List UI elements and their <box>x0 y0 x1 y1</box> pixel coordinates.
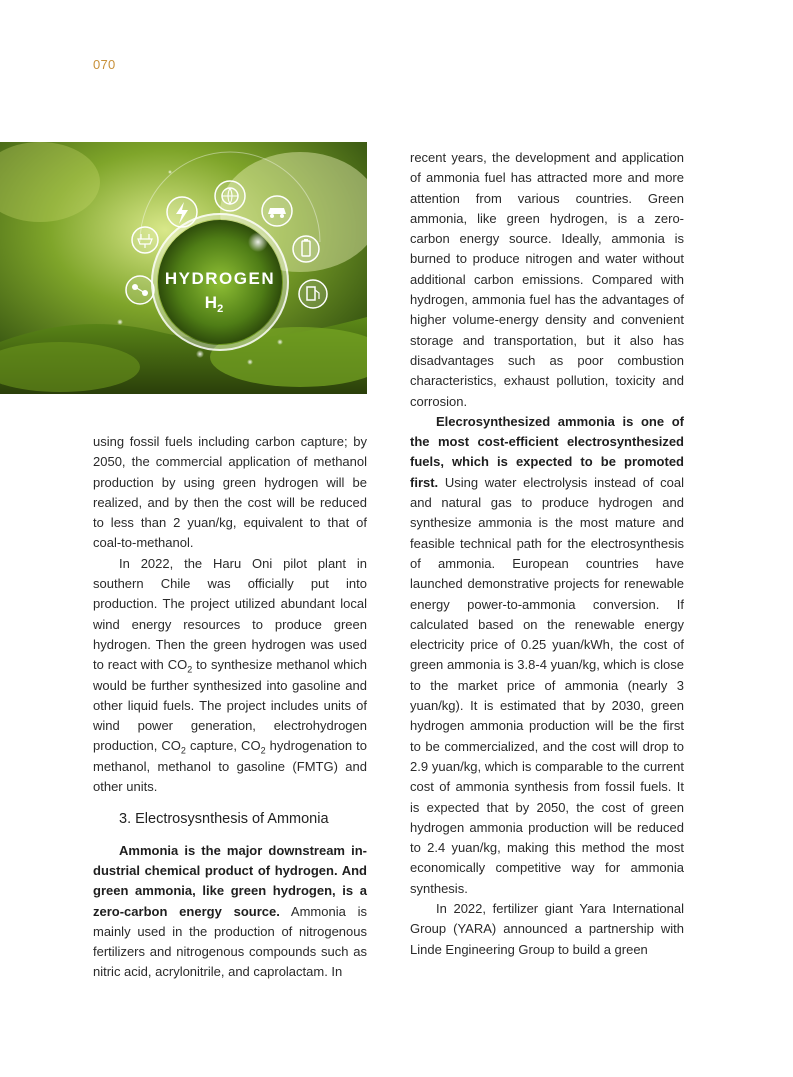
hero-formula: $H_2$ <box>204 293 224 315</box>
left-paragraph-3: Ammonia is the major downstream in-dustrial chemical product of hydrogen. And green ammonia, like green hydrogen, is a zero-carbon energy source. Ammonia is mainly used in the production of nitrogenous fertilizers and nitrogenous compounds such as nitric acid, acrylonitrile, and caprolactam. In <box>93 842 367 980</box>
left-paragraph-2: In 2022, the Haru Oni pilot plant in southern Chile was officially put into production. The project utilized abundant local wind energy resources to produce green hydrogen. Then the green hydrogen was used to react with $CO_2$ to synthesize methanol which would be further synthesized into gasoline and other liquid fuels. The project includes units of wind power generation, electrohydrogen production, $CO_2$ capture, $CO_2$ hydrogenation to methanol, methanol to gasoline (FMTG) and other units. <box>93 555 367 795</box>
battery-icon <box>293 236 319 262</box>
fuel-pump-icon <box>299 280 327 308</box>
molecule-icon <box>126 276 154 304</box>
lightning-icon <box>167 197 197 227</box>
hydrogen-hero-image <box>0 142 367 394</box>
right-paragraph-1: recent years, the development and application of ammonia fuel has attracted more and more attention from various countries. Green ammonia, like green hydrogen, is a zero-carbon energy source. Ideally, ammonia is burned to produce nitrogen and water without additional carbon emissions. Compared with hydrogen, ammonia fuel has the advantages of higher volume-energy density and convenient storage and transportation, but it also has disadvantages such as poor combustion characteristics, exhaust pollution, toxicity and corrosion. <box>410 150 684 409</box>
hero-title: HYDROGEN <box>164 269 276 288</box>
left-paragraph-1: using fossil fuels including carbon capture; by 2050, the commercial application of methanol production by using green hydrogen will be realized, and by then the cost will be reduced to less than 2 yuan/kg, equivalent to that of coal-to-methanol. <box>93 434 367 551</box>
right-column <box>410 148 684 960</box>
left-column <box>93 432 367 983</box>
car-icon <box>262 196 292 226</box>
plug-icon <box>132 227 158 253</box>
section-heading: 3. Electrosysnthesis of Ammonia <box>119 811 329 828</box>
page-number: 070 <box>93 57 116 72</box>
globe-recycle-icon <box>215 181 245 211</box>
right-paragraph-2: Elecrosynthesized ammonia is one of the most cost-efficient electrosynthesized fuels, which is expected to be promoted first. Using water electrolysis instead of coal and natural gas to produce hydrogen and synthesize ammonia is the most mature and feasible technical path for the electrosynthesis of ammonia. European countries have launched demonstrative projects for renewable energy power-to-ammonia conversion. If calculated based on the renewable energy electricity price of 0.25 yuan/kWh, the cost of green ammonia is 3.8-4 yuan/kg, which is close to the market price of ammonia (nearly 3 yuan/kg). It is estimated that by 2030, green hydrogen ammonia production will be the first to be commercialized, and the cost will drop to 2.9 yuan/kg, which is comparable to the current cost of ammonia synthesis from fossil fuels. It is expected that by 2050, the cost of green hydrogen ammonia production will be reduced to 2.4 yuan/kg, making this method the most economically competitive way for ammonia synthesis. <box>410 413 684 896</box>
right-paragraph-3: In 2022, fertilizer giant Yara International Group (YARA) announced a partnership with Linde Engineering Group to build a green <box>410 900 684 957</box>
